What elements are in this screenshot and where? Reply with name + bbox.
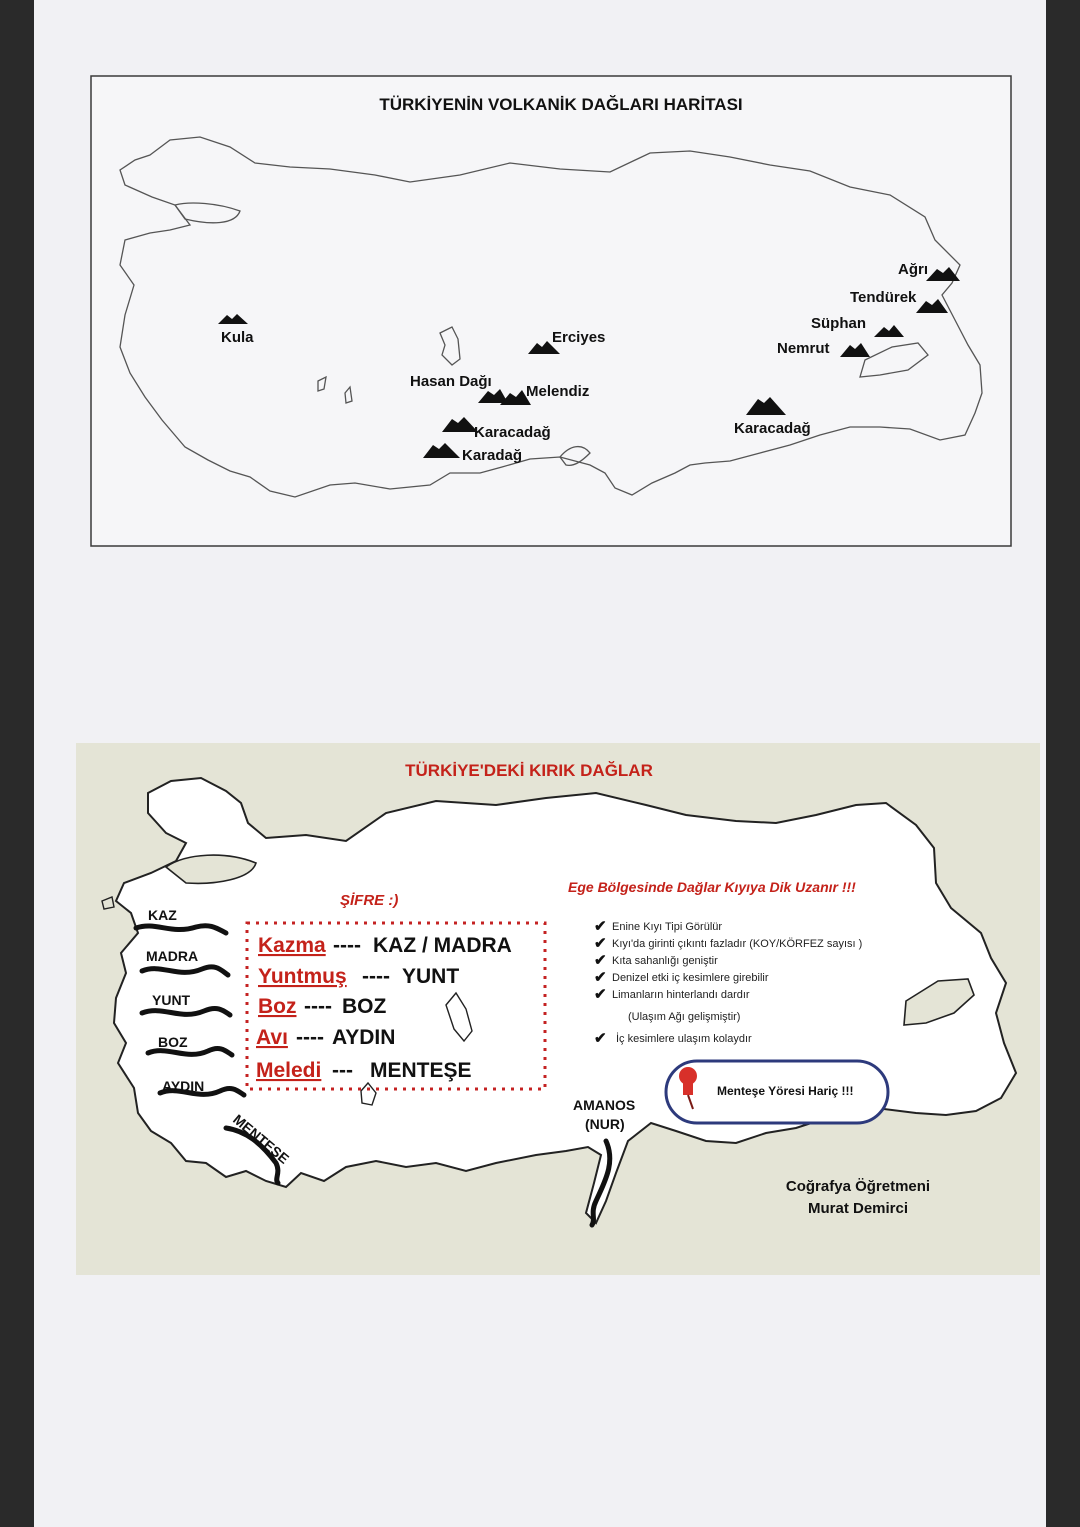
- label-aydin: AYDIN: [162, 1078, 205, 1094]
- cipher-key: Meledi: [256, 1059, 322, 1082]
- label-boz: BOZ: [158, 1034, 188, 1050]
- checklist-item: [594, 1030, 752, 1047]
- cipher-row: [258, 934, 512, 957]
- cipher-key: Kazma: [258, 934, 326, 957]
- checklist-text: Kıyı'da girinti çıkıntı fazladır (KOY/KÖRFEZ sayısı ): [612, 938, 863, 950]
- cipher-dash: ----: [296, 1026, 324, 1049]
- label-yunt: YUNT: [152, 992, 191, 1008]
- fault-map-panel: [76, 743, 1040, 1275]
- fault-map-title: TÜRKİYE'DEKİ KIRIK DAĞLAR: [405, 761, 653, 780]
- author-name: Murat Demirci: [807, 1200, 909, 1217]
- cipher-key: Boz: [258, 995, 297, 1018]
- cipher-value: KAZ / MADRA: [373, 934, 512, 957]
- checklist-item: [594, 918, 722, 935]
- label-erciyes: Erciyes: [552, 329, 606, 346]
- cipher-key: Yuntmuş: [258, 965, 347, 988]
- checklist-item: [594, 952, 718, 969]
- cipher-value: MENTEŞE: [370, 1059, 472, 1082]
- cipher-value: BOZ: [342, 995, 387, 1018]
- cipher-dash: ----: [362, 965, 390, 988]
- ege-heading: Ege Bölgesinde Dağlar Kıyıya Dik Uzanır !!!: [568, 879, 856, 895]
- check-icon: ✔: [594, 969, 607, 986]
- checklist-text: Limanların hinterlandı dardır: [612, 989, 750, 1001]
- checklist-text: Enine Kıyı Tipi Görülür: [612, 921, 723, 933]
- cipher-dash: ----: [333, 934, 361, 957]
- cipher-dash: ---: [332, 1059, 353, 1082]
- amanos-label: AMANOS: [573, 1097, 636, 1113]
- check-icon: ✔: [594, 918, 607, 935]
- cipher-row: [258, 995, 387, 1018]
- label-karacadag-central: Karacadağ: [474, 424, 551, 441]
- exception-note: [666, 1061, 888, 1123]
- volcanic-map-title: TÜRKİYENİN VOLKANİK DAĞLARI HARİTASI: [379, 95, 743, 114]
- check-icon: ✔: [594, 935, 607, 952]
- label-madra: MADRA: [146, 948, 199, 964]
- label-suphan: Süphan: [811, 315, 866, 332]
- label-agri: Ağrı: [898, 261, 928, 278]
- checklist-text: Kıta sahanlığı geniştir: [612, 955, 718, 967]
- label-kula: Kula: [221, 329, 254, 346]
- checklist-text: Denizel etki iç kesimlere girebilir: [612, 972, 769, 984]
- cipher-value: YUNT: [402, 965, 460, 988]
- label-kaz: KAZ: [148, 907, 177, 923]
- check-icon: ✔: [594, 1030, 607, 1047]
- check-icon: ✔: [594, 952, 607, 969]
- checklist-item: [594, 969, 769, 986]
- label-mentese: MENTEŞE: [230, 1111, 293, 1167]
- checklist-text: İç kesimlere ulaşım kolaydır: [616, 1033, 752, 1045]
- cipher-dash: ----: [304, 995, 332, 1018]
- checklist-item: [594, 986, 750, 1003]
- label-hasan-dagi: Hasan Dağı: [410, 373, 492, 390]
- label-nemrut: Nemrut: [777, 340, 830, 357]
- exception-text: Menteşe Yöresi Hariç !!!: [717, 1084, 854, 1098]
- checklist-item: [594, 935, 862, 952]
- checklist-subnote: (Ulaşım Ağı gelişmiştir): [628, 1011, 741, 1023]
- label-karacadag-east: Karacadağ: [734, 420, 811, 437]
- cipher-value: AYDIN: [332, 1026, 396, 1049]
- volcanic-map-panel: [90, 75, 1012, 547]
- cipher-key: Avı: [256, 1026, 288, 1049]
- label-melendiz: Melendiz: [526, 383, 590, 400]
- check-icon: ✔: [594, 986, 607, 1003]
- cipher-heading: ŞİFRE :): [340, 892, 399, 909]
- author-title: Coğrafya Öğretmeni: [785, 1178, 931, 1195]
- label-tendurek: Tendürek: [850, 289, 917, 306]
- amanos-sub-label: (NUR): [585, 1116, 625, 1132]
- label-karadag: Karadağ: [462, 447, 523, 464]
